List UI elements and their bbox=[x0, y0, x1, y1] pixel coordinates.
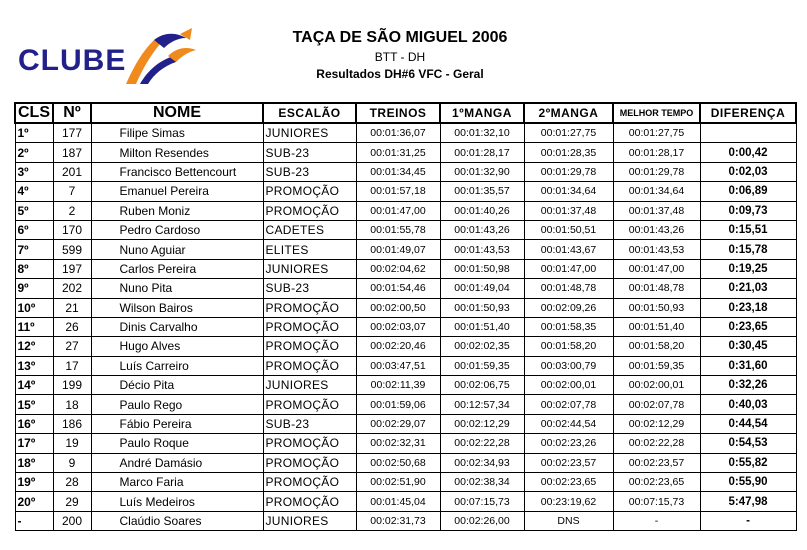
cell-manga1: 00:02:38,34 bbox=[440, 473, 524, 492]
cell-no: 599 bbox=[53, 240, 91, 259]
table-row bbox=[15, 414, 796, 433]
cell-no: 197 bbox=[53, 259, 91, 278]
cell-no: 187 bbox=[53, 143, 91, 162]
cell-diferenca: 0:55,82 bbox=[700, 453, 796, 472]
cell-manga1: 00:01:49,04 bbox=[440, 279, 524, 298]
cell-treinos: 00:01:45,04 bbox=[356, 492, 440, 511]
cell-cls: 6º bbox=[15, 220, 53, 239]
table-row bbox=[15, 317, 796, 336]
cell-no: 200 bbox=[53, 511, 91, 530]
cell-escalao: PROMOÇÃO bbox=[263, 182, 356, 201]
cell-diferenca: 5:47,98 bbox=[700, 492, 796, 511]
cell-melhor-tempo: 00:02:23,57 bbox=[613, 453, 700, 472]
cell-nome: Paulo Roque bbox=[91, 434, 263, 453]
cell-treinos: 00:02:51,90 bbox=[356, 473, 440, 492]
cell-nome: Hugo Alves bbox=[91, 337, 263, 356]
cell-treinos: 00:01:59,06 bbox=[356, 395, 440, 414]
table-row bbox=[15, 356, 796, 375]
cell-melhor-tempo: 00:07:15,73 bbox=[613, 492, 700, 511]
cell-manga1: 00:02:22,28 bbox=[440, 434, 524, 453]
cell-diferenca: 0:15,51 bbox=[700, 220, 796, 239]
col-header-manga1: 1ºMANGA bbox=[440, 103, 524, 123]
cell-escalao: JUNIORES bbox=[263, 511, 356, 530]
cell-diferenca: 0:54,53 bbox=[700, 434, 796, 453]
cell-treinos: 00:02:00,50 bbox=[356, 298, 440, 317]
cell-manga2: 00:01:28,35 bbox=[524, 143, 613, 162]
cell-manga1: 00:02:26,00 bbox=[440, 511, 524, 530]
table-row bbox=[15, 453, 796, 472]
cell-escalao: SUB-23 bbox=[263, 162, 356, 181]
results-body bbox=[15, 123, 796, 531]
cell-nome: Paulo Rego bbox=[91, 395, 263, 414]
cell-melhor-tempo: 00:02:23,65 bbox=[613, 473, 700, 492]
cell-manga1: 00:02:12,29 bbox=[440, 414, 524, 433]
table-row bbox=[15, 279, 796, 298]
col-header-nome: NOME bbox=[91, 103, 263, 123]
cell-cls: 9º bbox=[15, 279, 53, 298]
cell-treinos: 00:02:11,39 bbox=[356, 376, 440, 395]
cell-cls: 1º bbox=[15, 123, 53, 143]
table-row bbox=[15, 511, 796, 530]
cell-manga2: 00:23:19,62 bbox=[524, 492, 613, 511]
cell-melhor-tempo: 00:01:51,40 bbox=[613, 317, 700, 336]
cell-nome: Luís Carreiro bbox=[91, 356, 263, 375]
cell-manga2: 00:02:09,26 bbox=[524, 298, 613, 317]
cell-no: 199 bbox=[53, 376, 91, 395]
logo-mark-icon bbox=[120, 26, 204, 88]
cell-manga2: 00:01:58,35 bbox=[524, 317, 613, 336]
cell-cls: - bbox=[15, 511, 53, 530]
cell-cls: 4º bbox=[15, 182, 53, 201]
cell-nome: Nuno Pita bbox=[91, 279, 263, 298]
cell-cls: 15º bbox=[15, 395, 53, 414]
results-title: Resultados DH#6 VFC - Geral bbox=[316, 67, 484, 81]
cell-manga1: 00:01:32,90 bbox=[440, 162, 524, 181]
cell-escalao: PROMOÇÃO bbox=[263, 201, 356, 220]
cell-escalao: SUB-23 bbox=[263, 143, 356, 162]
cell-nome: Emanuel Pereira bbox=[91, 182, 263, 201]
table-row bbox=[15, 240, 796, 259]
cell-melhor-tempo: 00:02:00,01 bbox=[613, 376, 700, 395]
cell-diferenca: 0:40,03 bbox=[700, 395, 796, 414]
cell-treinos: 00:01:49,07 bbox=[356, 240, 440, 259]
table-row bbox=[15, 162, 796, 181]
cell-manga1: 00:01:51,40 bbox=[440, 317, 524, 336]
cell-treinos: 00:02:50,68 bbox=[356, 453, 440, 472]
cell-no: 27 bbox=[53, 337, 91, 356]
table-row bbox=[15, 182, 796, 201]
col-header-diferenca: DIFERENÇA bbox=[700, 103, 796, 123]
cell-treinos: 00:01:36,07 bbox=[356, 123, 440, 143]
cell-manga2: 00:02:23,65 bbox=[524, 473, 613, 492]
cell-treinos: 00:02:04,62 bbox=[356, 259, 440, 278]
cell-manga1: 00:01:35,57 bbox=[440, 182, 524, 201]
cell-no: 9 bbox=[53, 453, 91, 472]
cell-manga2: 00:01:37,48 bbox=[524, 201, 613, 220]
cell-nome: Marco Faria bbox=[91, 473, 263, 492]
cell-escalao: SUB-23 bbox=[263, 279, 356, 298]
cell-manga1: 00:01:40,26 bbox=[440, 201, 524, 220]
cell-cls: 8º bbox=[15, 259, 53, 278]
cell-treinos: 00:02:29,07 bbox=[356, 414, 440, 433]
cell-nome: Francisco Bettencourt bbox=[91, 162, 263, 181]
cell-manga2: 00:02:44,54 bbox=[524, 414, 613, 433]
cell-no: 202 bbox=[53, 279, 91, 298]
cell-diferenca: 0:55,90 bbox=[700, 473, 796, 492]
cell-escalao: PROMOÇÃO bbox=[263, 395, 356, 414]
cell-manga2: 00:01:58,20 bbox=[524, 337, 613, 356]
cell-diferenca: 0:44,54 bbox=[700, 414, 796, 433]
cell-escalao: SUB-23 bbox=[263, 414, 356, 433]
cell-melhor-tempo: 00:01:29,78 bbox=[613, 162, 700, 181]
cell-treinos: 00:01:31,25 bbox=[356, 143, 440, 162]
cell-nome: Ruben Moniz bbox=[91, 201, 263, 220]
cell-melhor-tempo: 00:01:28,17 bbox=[613, 143, 700, 162]
cell-melhor-tempo: 00:01:50,93 bbox=[613, 298, 700, 317]
cell-cls: 14º bbox=[15, 376, 53, 395]
cell-no: 177 bbox=[53, 123, 91, 143]
cell-escalao: ELITES bbox=[263, 240, 356, 259]
table-row bbox=[15, 395, 796, 414]
cell-manga1: 00:01:28,17 bbox=[440, 143, 524, 162]
cell-manga2: 00:03:00,79 bbox=[524, 356, 613, 375]
cell-escalao: PROMOÇÃO bbox=[263, 337, 356, 356]
cell-melhor-tempo: 00:02:22,28 bbox=[613, 434, 700, 453]
cell-manga2: 00:02:23,57 bbox=[524, 453, 613, 472]
cell-treinos: 00:02:03,07 bbox=[356, 317, 440, 336]
cell-manga2: 00:01:47,00 bbox=[524, 259, 613, 278]
cell-melhor-tempo: 00:02:07,78 bbox=[613, 395, 700, 414]
cell-escalao: PROMOÇÃO bbox=[263, 492, 356, 511]
col-header-treinos: TREINOS bbox=[356, 103, 440, 123]
cell-no: 170 bbox=[53, 220, 91, 239]
cell-no: 2 bbox=[53, 201, 91, 220]
cell-treinos: 00:01:34,45 bbox=[356, 162, 440, 181]
col-header-no: Nº bbox=[53, 103, 91, 123]
cell-diferenca: 0:32,26 bbox=[700, 376, 796, 395]
cell-melhor-tempo: 00:01:47,00 bbox=[613, 259, 700, 278]
table-row bbox=[15, 492, 796, 511]
cell-nome: Wilson Bairos bbox=[91, 298, 263, 317]
club-logo bbox=[14, 26, 204, 88]
cell-escalao: PROMOÇÃO bbox=[263, 453, 356, 472]
cell-manga2: 00:01:48,78 bbox=[524, 279, 613, 298]
page-title: TAÇA DE SÃO MIGUEL 2006 bbox=[292, 29, 508, 46]
cell-cls: 3º bbox=[15, 162, 53, 181]
cell-nome: Carlos Pereira bbox=[91, 259, 263, 278]
cell-cls: 12º bbox=[15, 337, 53, 356]
cell-nome: Fábio Pereira bbox=[91, 414, 263, 433]
cell-diferenca bbox=[700, 123, 796, 143]
table-header-row bbox=[15, 103, 796, 123]
cell-melhor-tempo: 00:02:12,29 bbox=[613, 414, 700, 433]
cell-treinos: 00:01:55,78 bbox=[356, 220, 440, 239]
cell-nome: Nuno Aguiar bbox=[91, 240, 263, 259]
cell-treinos: 00:02:32,31 bbox=[356, 434, 440, 453]
cell-treinos: 00:02:20,46 bbox=[356, 337, 440, 356]
cell-manga2: DNS bbox=[524, 511, 613, 530]
cell-no: 28 bbox=[53, 473, 91, 492]
cell-cls: 10º bbox=[15, 298, 53, 317]
cell-cls: 20º bbox=[15, 492, 53, 511]
cell-nome: Dinis Carvalho bbox=[91, 317, 263, 336]
cell-manga2: 00:01:50,51 bbox=[524, 220, 613, 239]
table-row bbox=[15, 337, 796, 356]
cell-manga2: 00:02:23,26 bbox=[524, 434, 613, 453]
cell-no: 201 bbox=[53, 162, 91, 181]
cell-manga1: 00:12:57,34 bbox=[440, 395, 524, 414]
cell-diferenca: 0:21,03 bbox=[700, 279, 796, 298]
cell-manga1: 00:01:43,26 bbox=[440, 220, 524, 239]
cell-escalao: PROMOÇÃO bbox=[263, 298, 356, 317]
cell-melhor-tempo: 00:01:58,20 bbox=[613, 337, 700, 356]
cell-manga2: 00:01:29,78 bbox=[524, 162, 613, 181]
cell-escalao: PROMOÇÃO bbox=[263, 317, 356, 336]
cell-cls: 16º bbox=[15, 414, 53, 433]
results-table bbox=[14, 102, 797, 531]
cell-nome: Luís Medeiros bbox=[91, 492, 263, 511]
cell-diferenca: 0:30,45 bbox=[700, 337, 796, 356]
table-row bbox=[15, 434, 796, 453]
cell-nome: André Damásio bbox=[91, 453, 263, 472]
cell-cls: 18º bbox=[15, 453, 53, 472]
cell-manga2: 00:02:07,78 bbox=[524, 395, 613, 414]
cell-manga1: 00:07:15,73 bbox=[440, 492, 524, 511]
page-subtitle: BTT - DH bbox=[374, 50, 426, 64]
cell-cls: 13º bbox=[15, 356, 53, 375]
cell-manga1: 00:01:50,93 bbox=[440, 298, 524, 317]
cell-treinos: 00:02:31,73 bbox=[356, 511, 440, 530]
cell-diferenca: 0:09,73 bbox=[700, 201, 796, 220]
table-row bbox=[15, 143, 796, 162]
cell-melhor-tempo: 00:01:43,53 bbox=[613, 240, 700, 259]
cell-diferenca: - bbox=[700, 511, 796, 530]
cell-escalao: CADETES bbox=[263, 220, 356, 239]
cell-manga1: 00:02:34,93 bbox=[440, 453, 524, 472]
cell-manga2: 00:01:43,67 bbox=[524, 240, 613, 259]
cell-cls: 19º bbox=[15, 473, 53, 492]
cell-no: 19 bbox=[53, 434, 91, 453]
table-row bbox=[15, 123, 796, 143]
cell-manga2: 00:01:27,75 bbox=[524, 123, 613, 143]
cell-melhor-tempo: 00:01:34,64 bbox=[613, 182, 700, 201]
cell-no: 21 bbox=[53, 298, 91, 317]
cell-melhor-tempo: 00:01:27,75 bbox=[613, 123, 700, 143]
cell-manga1: 00:01:32,10 bbox=[440, 123, 524, 143]
col-header-melhor-tempo: MELHOR TEMPO bbox=[613, 103, 700, 123]
cell-no: 186 bbox=[53, 414, 91, 433]
cell-escalao: JUNIORES bbox=[263, 123, 356, 143]
cell-nome: Milton Resendes bbox=[91, 143, 263, 162]
table-row bbox=[15, 298, 796, 317]
cell-manga2: 00:01:34,64 bbox=[524, 182, 613, 201]
cell-manga1: 00:01:59,35 bbox=[440, 356, 524, 375]
cell-treinos: 00:03:47,51 bbox=[356, 356, 440, 375]
col-header-manga2: 2ºMANGA bbox=[524, 103, 613, 123]
cell-diferenca: 0:23,18 bbox=[700, 298, 796, 317]
cell-manga1: 00:02:02,35 bbox=[440, 337, 524, 356]
cell-manga1: 00:02:06,75 bbox=[440, 376, 524, 395]
cell-melhor-tempo: 00:01:48,78 bbox=[613, 279, 700, 298]
cell-escalao: PROMOÇÃO bbox=[263, 434, 356, 453]
cell-no: 17 bbox=[53, 356, 91, 375]
cell-escalao: JUNIORES bbox=[263, 376, 356, 395]
cell-cls: 17º bbox=[15, 434, 53, 453]
cell-escalao: PROMOÇÃO bbox=[263, 473, 356, 492]
cell-diferenca: 0:06,89 bbox=[700, 182, 796, 201]
table-row bbox=[15, 473, 796, 492]
cell-no: 7 bbox=[53, 182, 91, 201]
cell-treinos: 00:01:54,46 bbox=[356, 279, 440, 298]
table-row bbox=[15, 259, 796, 278]
cell-nome: Claúdio Soares bbox=[91, 511, 263, 530]
cell-melhor-tempo: 00:01:37,48 bbox=[613, 201, 700, 220]
cell-manga1: 00:01:50,98 bbox=[440, 259, 524, 278]
cell-diferenca: 0:19,25 bbox=[700, 259, 796, 278]
cell-cls: 2º bbox=[15, 143, 53, 162]
cell-cls: 7º bbox=[15, 240, 53, 259]
cell-melhor-tempo: - bbox=[613, 511, 700, 530]
table-row bbox=[15, 201, 796, 220]
cell-no: 29 bbox=[53, 492, 91, 511]
cell-treinos: 00:01:57,18 bbox=[356, 182, 440, 201]
cell-diferenca: 0:02,03 bbox=[700, 162, 796, 181]
cell-melhor-tempo: 00:01:43,26 bbox=[613, 220, 700, 239]
cell-diferenca: 0:23,65 bbox=[700, 317, 796, 336]
logo-text: CLUBE bbox=[18, 44, 127, 77]
cell-escalao: PROMOÇÃO bbox=[263, 356, 356, 375]
table-row bbox=[15, 220, 796, 239]
cell-escalao: JUNIORES bbox=[263, 259, 356, 278]
col-header-cls: CLS bbox=[15, 103, 53, 123]
cell-melhor-tempo: 00:01:59,35 bbox=[613, 356, 700, 375]
cell-no: 18 bbox=[53, 395, 91, 414]
col-header-escalao: ESCALÃO bbox=[263, 103, 356, 123]
cell-cls: 5º bbox=[15, 201, 53, 220]
cell-manga1: 00:01:43,53 bbox=[440, 240, 524, 259]
cell-no: 26 bbox=[53, 317, 91, 336]
cell-nome: Filipe Simas bbox=[91, 123, 263, 143]
cell-nome: Pedro Cardoso bbox=[91, 220, 263, 239]
cell-diferenca: 0:15,78 bbox=[700, 240, 796, 259]
cell-manga2: 00:02:00,01 bbox=[524, 376, 613, 395]
cell-cls: 11º bbox=[15, 317, 53, 336]
cell-nome: Décio Pita bbox=[91, 376, 263, 395]
cell-diferenca: 0:31,60 bbox=[700, 356, 796, 375]
table-row bbox=[15, 376, 796, 395]
cell-diferenca: 0:00,42 bbox=[700, 143, 796, 162]
cell-treinos: 00:01:47,00 bbox=[356, 201, 440, 220]
